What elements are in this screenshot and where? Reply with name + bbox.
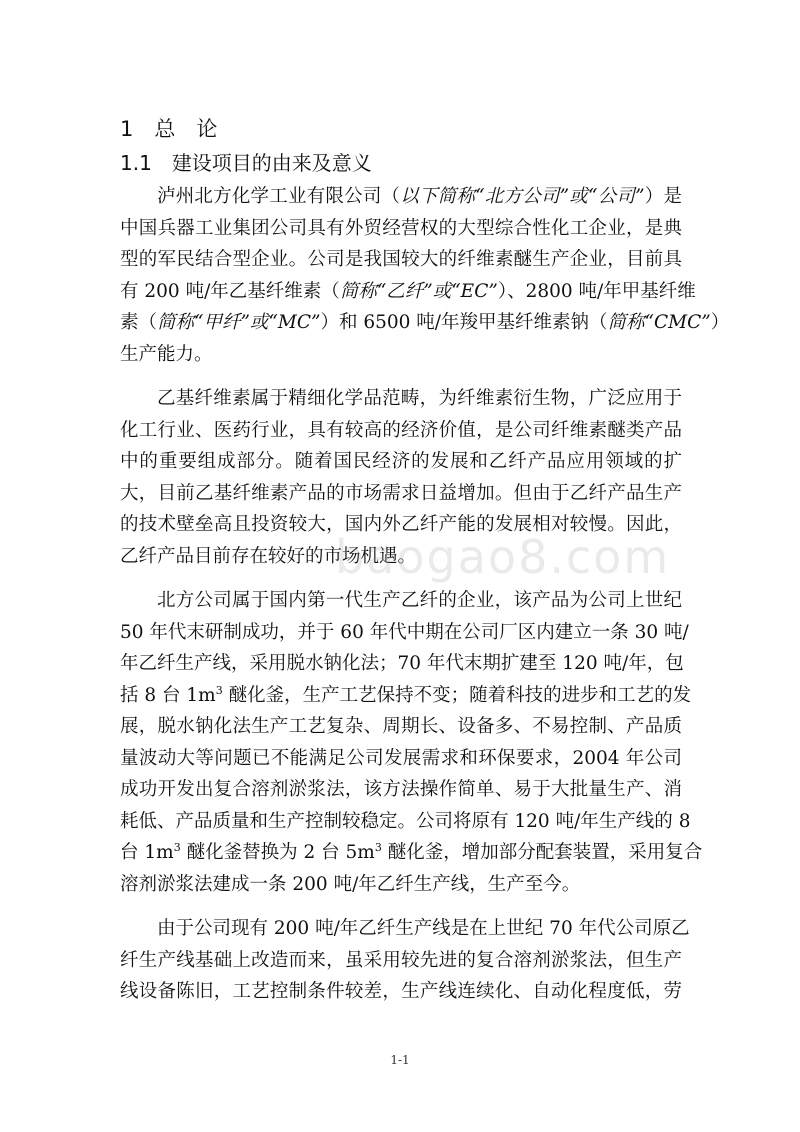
- text-line: 由于公司现有 200 吨/年乙纤生产线是在上世纪 70 年代公司原乙: [157, 918, 690, 939]
- text-line: 北方公司属于国内第一代生产乙纤的企业，该产品为公司上世纪: [157, 590, 682, 611]
- text-line: 中的重要组成部分。随着国民经济的发展和乙纤产品应用领域的扩: [120, 451, 682, 472]
- superscript: 3: [173, 840, 181, 854]
- chapter-title: 总 论: [154, 117, 218, 141]
- text-line: 线设备陈旧，工艺控制条件较差，生产线连续化、自动化程度低，劳: [120, 981, 682, 1002]
- superscript: 3: [215, 683, 223, 697]
- abbreviation-note: 以下简称“北方公司”或“公司”: [400, 186, 645, 207]
- section-number: 1.1: [120, 151, 152, 175]
- superscript: 3: [374, 840, 382, 854]
- text-line: 纤生产线基础上改造而来，虽采用较先进的复合溶剂淤浆法，但生产: [120, 949, 682, 971]
- text-line: 素（简称“甲纤”或“MC”）和 6500 吨/年羧甲基纤维素钠（简称“CMC”）: [120, 312, 730, 333]
- watermark: baogao8.com: [335, 530, 671, 584]
- abbreviation-note: 简称“乙纤”或“EC”: [339, 280, 498, 302]
- text-line: 溶剂淤浆法建成一条 200 吨/年乙纤生产线，生产至今。: [120, 873, 581, 895]
- text-line: 中国兵器工业集团公司具有外贸经营权的大型综合性化工企业，是典: [120, 217, 682, 239]
- page-number: 1-1: [390, 1053, 410, 1067]
- section-title: 建设项目的由来及意义: [171, 151, 372, 175]
- abbreviation-note: 简称“CMC”: [607, 312, 711, 333]
- text-line: 台 $1m^3$ 醚化釜替换为 2 台 $5m^3$ 醚化釜，增加部分配套装置，采用复合: [120, 840, 703, 863]
- text-line: 50 年代末研制成功，并于 60 年代中期在公司厂区内建立一条 30 吨/: [120, 621, 689, 643]
- text-line: 成功开发出复合溶剂淤浆法，该方法操作简单、易于大批量生产、消: [120, 779, 682, 800]
- text-line: 括 8 台 $1m^3$ 醚化釜，生产工艺保持不变；随着科技的进步和工艺的发: [120, 683, 692, 706]
- text-line: 泸州北方化学工业有限公司（以下简称“北方公司”或“公司”）是: [157, 186, 682, 207]
- text-line: 有 200 吨/年乙基纤维素（简称“乙纤”或“EC”）、2800 吨/年甲基纤维: [120, 280, 696, 302]
- paragraph: [120, 585, 703, 900]
- abbreviation-note: 简称“甲纤”或“MC”: [157, 312, 321, 333]
- text-line: 乙基纤维素属于精细化学品范畴，为纤维素衍生物，广泛应用于: [157, 388, 682, 409]
- text-line: 年乙纤生产线，采用脱水钠化法；70 年代末期扩建至 120 吨/年，包: [120, 653, 684, 674]
- text-line: 展，脱水钠化法生产工艺复杂、周期长、设备多、不易控制、产品质: [120, 716, 682, 737]
- body-text: [120, 181, 730, 1008]
- chapter-heading: [120, 114, 217, 144]
- text-line: 量波动大等问题已不能满足公司发展需求和环保要求，2004 年公司: [120, 747, 682, 769]
- text-line: 的技术壁垒高且投资较大，国内外乙纤产能的发展相对较慢。因此，: [120, 514, 682, 535]
- text-line: 化工行业、医药行业，具有较高的经济价值，是公司纤维素醚类产品: [120, 419, 682, 441]
- text-line: 乙纤产品目前存在较好的市场机遇。: [120, 545, 417, 567]
- chapter-number: 1: [120, 117, 134, 141]
- paragraph: [120, 913, 690, 1008]
- text-line: 生产能力。: [120, 343, 213, 365]
- section-heading: [120, 148, 372, 178]
- paragraph: [120, 181, 730, 370]
- text-line: 大，目前乙基纤维素产品的市场需求日益增加。但由于乙纤产品生产: [120, 482, 682, 504]
- text-line: 型的军民结合型企业。公司是我国较大的纤维素醚生产企业，目前具: [120, 249, 682, 270]
- text-line: 耗低、产品质量和生产控制较稳定。公司将原有 120 吨/年生产线的 8: [120, 810, 691, 832]
